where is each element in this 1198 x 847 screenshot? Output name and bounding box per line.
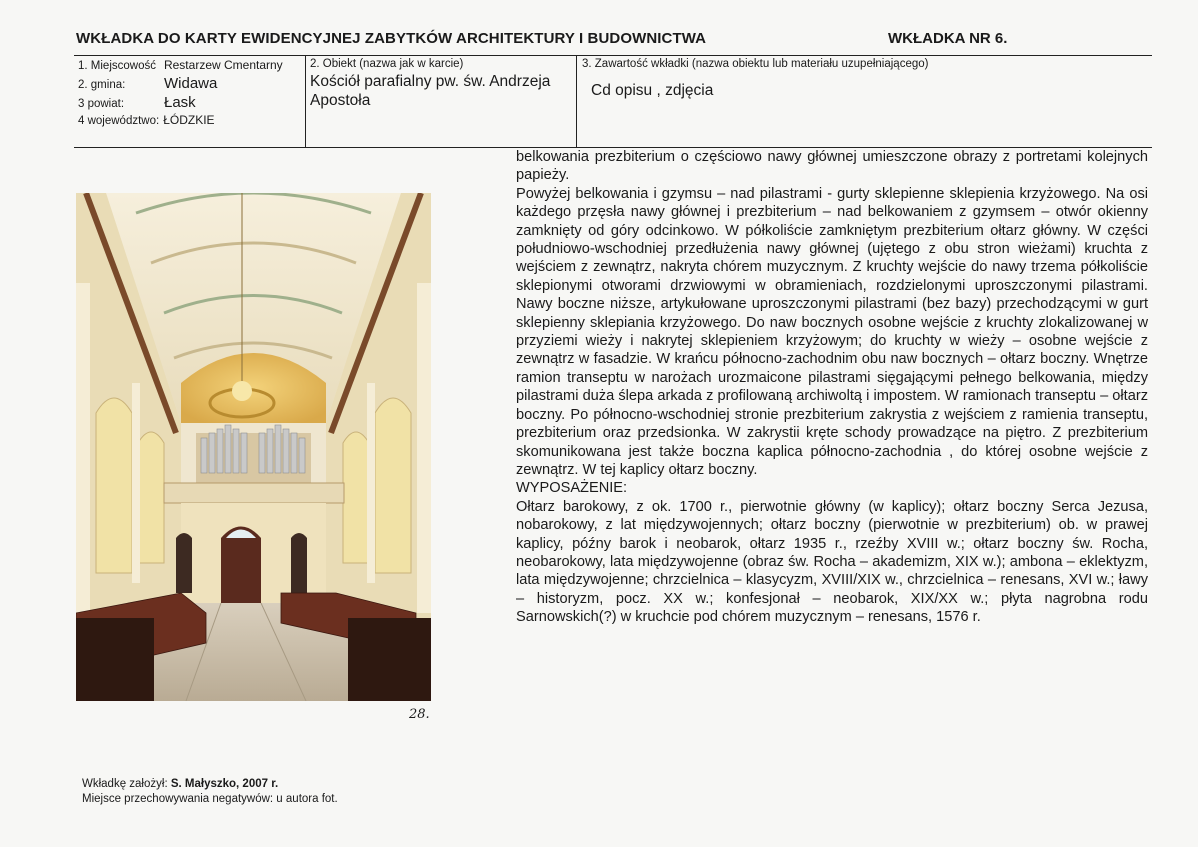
document-title: WKŁADKA DO KARTY EWIDENCYJNEJ ZABYTKÓW ARCHITEKTURY I BUDOWNICTWA	[76, 30, 707, 47]
contents-value: Cd opisu , zdjęcia	[591, 82, 714, 99]
district-row	[78, 93, 303, 113]
object-value: Kościół parafialny pw. św. Andrzeja Apostoła	[310, 73, 551, 110]
commune-row	[78, 74, 303, 94]
insert-number: WKŁADKA NR 6.	[888, 30, 1008, 47]
column-divider-2	[576, 56, 577, 147]
location-fields	[78, 58, 303, 129]
photo-number: 28.	[409, 707, 430, 722]
contents-label: 3. Zawartość wkładki (nazwa obiektu lub materiału uzupełniającego)	[582, 58, 929, 70]
header-rule-top	[74, 55, 1152, 56]
district-label: 3 powiat:	[78, 98, 125, 111]
church-interior-photo	[76, 193, 431, 701]
column-divider-1	[305, 56, 306, 147]
object-field	[310, 58, 572, 111]
commune-value: Widawa	[164, 74, 218, 92]
footer	[82, 777, 338, 807]
commune-label: 2. gmina:	[78, 78, 126, 91]
description-text	[516, 148, 1148, 627]
voivodeship-value: ŁÓDZKIE	[163, 112, 215, 127]
object-label: 2. Obiekt (nazwa jak w karcie)	[310, 58, 464, 70]
paragraph-equipment: Ołtarz barokowy, z ok. 1700 r., pierwotnie główny (w kaplicy); ołtarz boczny Serca Jezusa, nobarokowy, z lat międzywojennych; ołtarz boczny (pierwotnie w prezbiterium) ob. w prawej kaplicy, późny barok i neobarok, ołtarz 1935 r., rzeźby XVIII w.; ołtarz boczny św. Rocha, neobarokowy, lata międzywojenne (obraz św. Rocha – akademizm, XIX w.); ambona – eklektyzm, lata międzywojenne; chrzcielnica – klasycyzm, XVIII/XIX w., chrzcielnica – renesans, XVI w.; ławy – historyzm, pocz. XX w.; konfesjonał – neobarok, XIX/XX w.; płyta nagrobna rodu Sarnowskich(?) w kruchcie pod chórem muzycznym – renesans, 1576 r.	[516, 498, 1148, 626]
contents-field	[582, 58, 1142, 100]
negatives-line: Miejsce przechowywania negatywów: u autora fot.	[82, 793, 338, 805]
district-value: Łask	[164, 94, 196, 112]
town-row	[78, 58, 303, 74]
author-value: S. Małyszko, 2007 r.	[170, 778, 279, 790]
town-value: Restarzew Cmentarny	[163, 58, 283, 72]
paragraph-2: Powyżej belkowania i gzymsu – nad pilastrami - gurty sklepienne sklepienia krzyżowego. Na osi każdego przęsła nawy głównej i prezbiterium – nad belkowaniem z gzymsem – otwór okienny zamknięty od góry odcinkowo. W półkoliście zamkniętym prezbiterium ołtarz główny. W części południowo-wschodniej przedłużenia nawy głównej (ujętego z obu stron wieżami) kruchta z wejściem z zewnątrz, nakryta chórem muzycznym. Z kruchty wejście do nawy trzema półkoliście sklepionymi otworami drzwiowymi w obramieniach, rozdzielonymi uproszczonymi pilastrami. Nawy boczne niższe, artykułowane uproszczonymi pilastrami (bez bazy) przechodzącymi w gurt sklepienny sklepiania krzyżowego. Do naw bocznych osobne wejście z kruchty zlokalizowanej w przyziemi wieży i nakrytej sklepieniem krzyżowym; do kruchty w wieży – osobne wejście z zewnątrz w fasadzie. W krańcu północno-zachodnim obu naw bocznych – ołtarz boczny. Wnętrze ramion transeptu w narożach urozmaicone pilastrami sięgającymi pełnego belkowania, między pilastrami duża ślepa arkada z profilowaną archiwoltą i impostem. W ramionach transeptu – ołtarz boczny. Po północno-wschodniej stronie prezbiterium zakrystia z wejściem z ramienia transeptu, prezbiterium oraz przedsionka. W zakrystii kręte schody prowadzące na piętro. Z prezbiterium skomunikowana jest także boczna kaplica północno-zachodnia , do której osobne wejście z zewnątrz. W tej kaplicy ołtarz boczny.	[516, 185, 1148, 478]
author-label: Wkładkę założył:	[82, 778, 171, 790]
author-line	[82, 777, 338, 792]
voivodeship-label: 4 województwo:	[78, 114, 160, 127]
voivodeship-row	[78, 113, 303, 129]
equipment-heading: WYPOSAŻENIE:	[516, 480, 628, 497]
paragraph-1: belkowania prezbiterium o częściowo nawy głównej umieszczone obrazy z portretami kolejnych papieży.	[516, 149, 1148, 184]
town-label: 1. Miejscowość	[78, 60, 156, 72]
